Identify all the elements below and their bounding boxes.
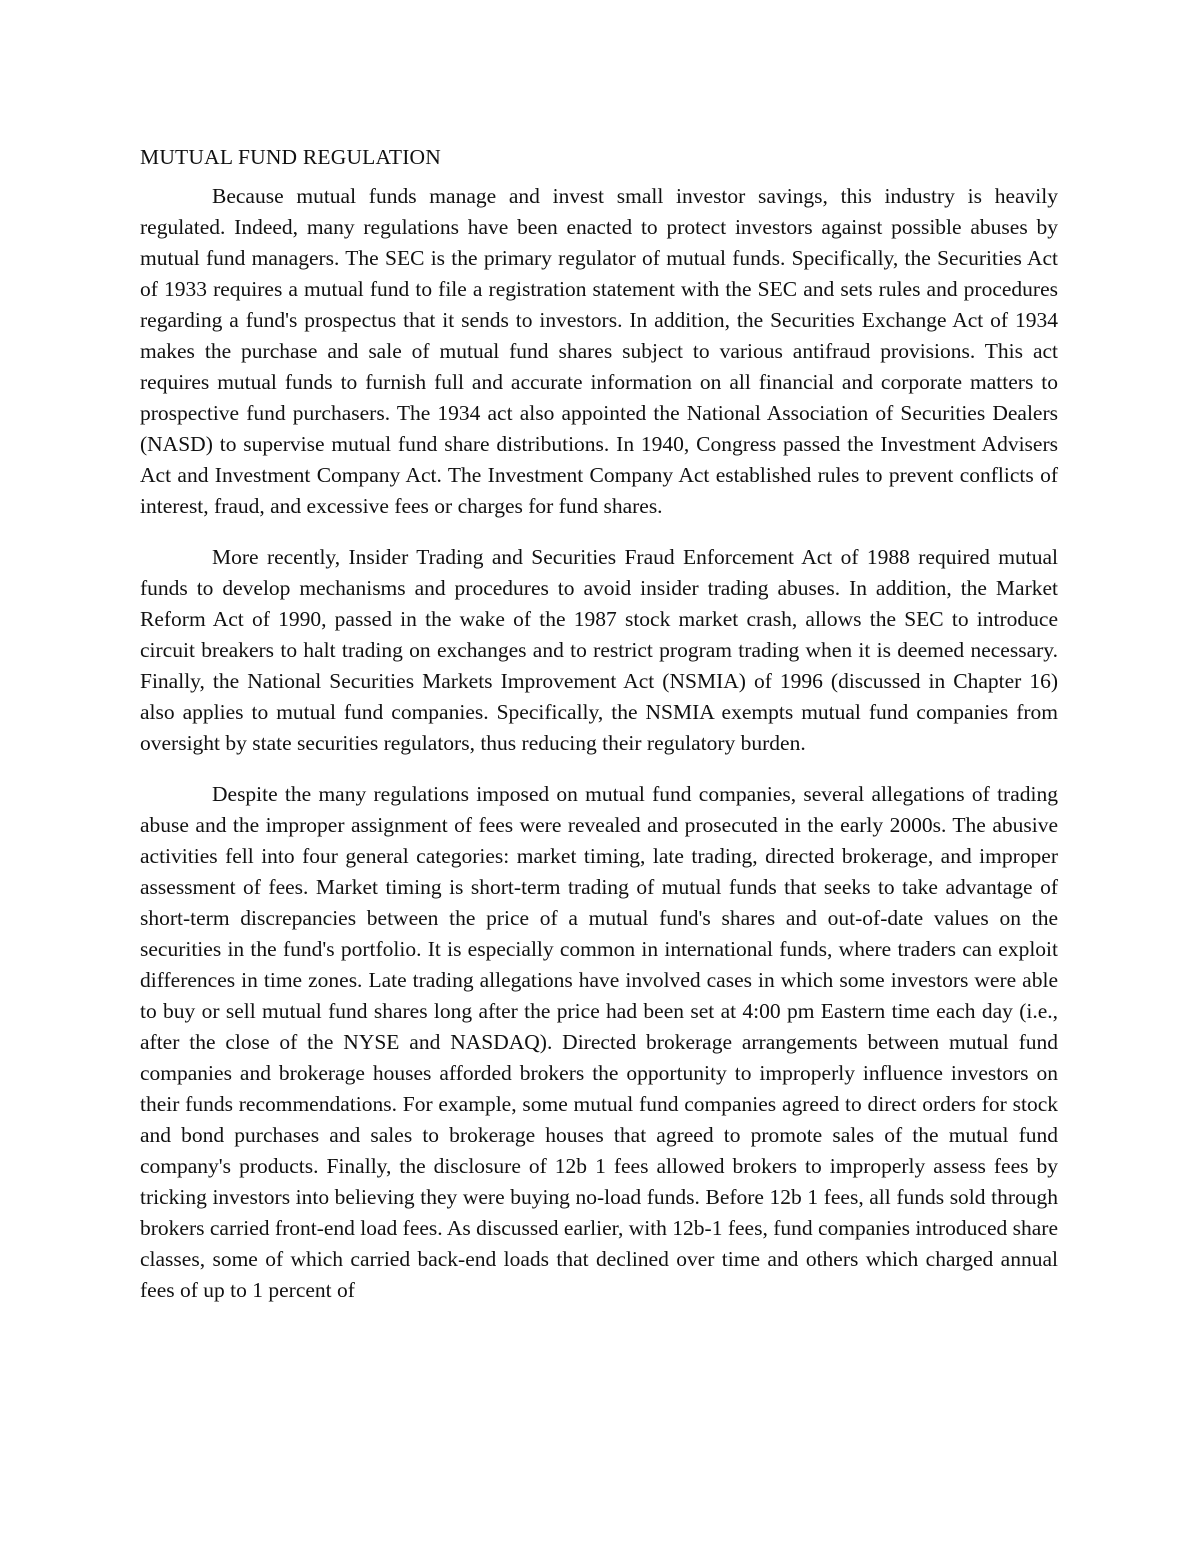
section-heading: MUTUAL FUND REGULATION <box>140 145 442 169</box>
paragraph-regulation-overview: Because mutual funds manage and invest small investor savings, this industry is heavily regulated. Indeed, many regulations have been enacted to protect investors against possible abuses by mutual fund managers. The SEC is the primary regulator of mutual funds. Specifically, the Securities Act of 1933 requires a mutual fund to file a registration statement with the SEC and sets rules and procedures regarding a fund's prospectus that it sends to investors. In addition, the Securities Exchange Act of 1934 makes the purchase and sale of mutual fund shares subject to various antifraud provisions. This act requires mutual funds to furnish full and accurate information on all financial and corporate matters to prospective fund purchasers. The 1934 act also appointed the National Association of Securities Dealers (NASD) to supervise mutual fund share distributions. In 1940, Congress passed the Investment Advisers Act and Investment Company Act. The Investment Company Act established rules to prevent conflicts of interest, fraud, and excessive fees or charges for fund shares. <box>140 183 1058 518</box>
document-body <box>140 142 1058 1306</box>
paragraph-recent-acts: More recently, Insider Trading and Securities Fraud Enforcement Act of 1988 required mutual funds to develop mechanisms and procedures to avoid insider trading abuses. In addition, the Market Reform Act of 1990, passed in the wake of the 1987 stock market crash, allows the SEC to introduce circuit breakers to halt trading on exchanges and to restrict program trading when it is deemed necessary. Finally, the National Securities Markets Improvement Act (NSMIA) of 1996 (discussed in Chapter 16) also applies to mutual fund companies. Specifically, the NSMIA exempts mutual fund companies from oversight by state securities regulators, thus reducing their regulatory burden. <box>140 544 1058 755</box>
paragraph-trading-abuses: Despite the many regulations imposed on mutual fund companies, several allegations of trading abuse and the improper assignment of fees were revealed and prosecuted in the early 2000s. The abusive activities fell into four general categories: market timing, late trading, directed brokerage, and improper assessment of fees. Market timing is short-term trading of mutual funds that seeks to take advantage of short-term discrepancies between the price of a mutual fund's shares and out-of-date values on the securities in the fund's portfolio. It is especially common in international funds, where traders can exploit differences in time zones. Late trading allegations have involved cases in which some investors were able to buy or sell mutual fund shares long after the price had been set at 4:00 pm Eastern time each day (i.e., after the close of the NYSE and NASDAQ). Directed brokerage arrangements between mutual fund companies and brokerage houses afforded brokers the opportunity to improperly influence investors on their funds recommendations. For example, some mutual fund companies agreed to direct orders for stock and bond purchases and sales to brokerage houses that agreed to promote sales of the mutual fund company's products. Finally, the disclosure of 12b 1 fees allowed brokers to improperly assess fees by tricking investors into believing they were buying no-load funds. Before 12b 1 fees, all funds sold through brokers carried front-end load fees. As discussed earlier, with 12b-1 fees, fund companies introduced share classes, some of which carried back-end loads that declined over time and others which charged annual fees of up to 1 percent of <box>140 781 1058 1302</box>
